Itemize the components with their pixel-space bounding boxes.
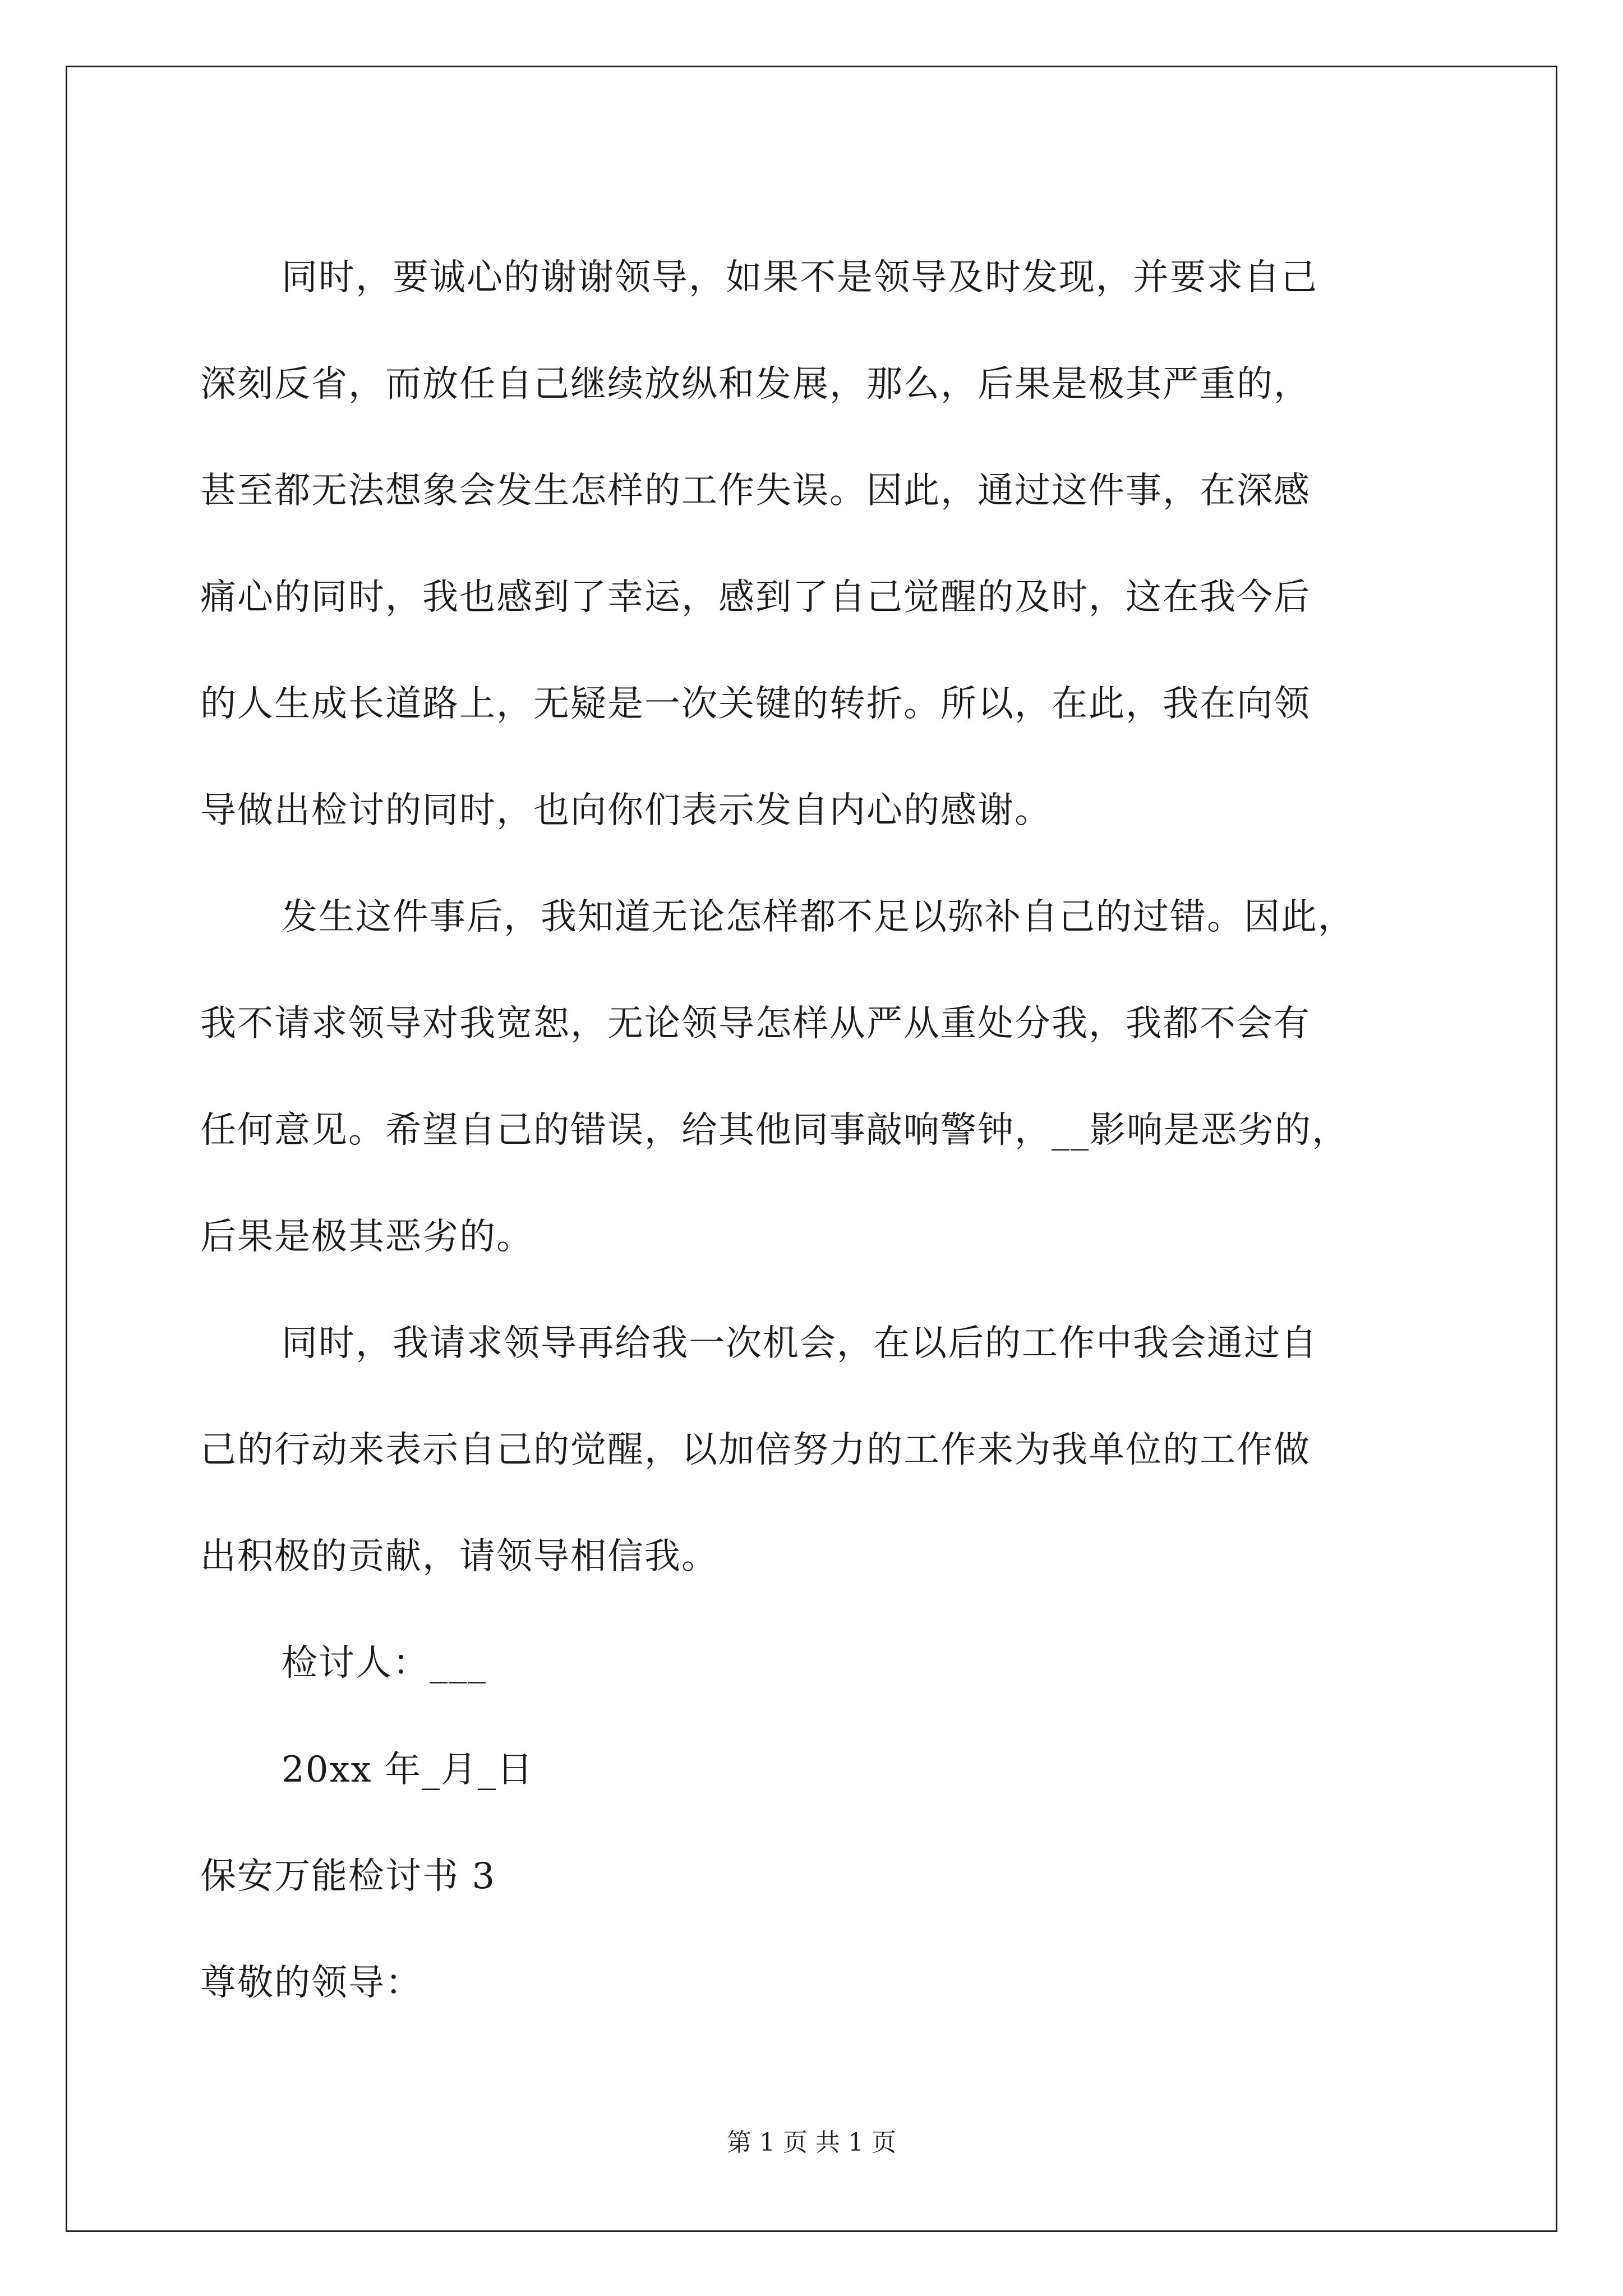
paragraph-line: 同时，要诚心的谢谢领导，如果不是领导及时发现，并要求自己 <box>282 257 1318 298</box>
paragraph-line: 的人生成长道路上，无疑是一次关键的转折。所以，在此，我在向领 <box>200 683 1311 725</box>
date-line: 20xx 年_月_日 <box>282 1749 534 1791</box>
paragraph-line: 甚至都无法想象会发生怎样的工作失误。因此，通过这件事，在深感 <box>200 470 1311 512</box>
paragraph-line: 任何意见。希望自己的错误，给其他同事敲响警钟，__影响是恶劣的， <box>200 1110 1349 1151</box>
paragraph-line: 我不请求领导对我宽恕，无论领导怎样从严从重处分我，我都不会有 <box>200 1003 1311 1045</box>
paragraph-line: 导做出检讨的同时，也向你们表示发自内心的感谢。 <box>200 790 1052 831</box>
paragraph-line: 出积极的贡献，请领导相信我。 <box>200 1536 718 1577</box>
page-footer: 第 1 页 共 1 页 <box>727 2128 896 2157</box>
section-title: 保安万能检讨书 3 <box>200 1856 496 1897</box>
paragraph-line: 己的行动来表示自己的觉醒，以加倍努力的工作来为我单位的工作做 <box>200 1429 1311 1471</box>
paragraph-line: 同时，我请求领导再给我一次机会，在以后的工作中我会通过自 <box>282 1323 1318 1364</box>
salutation: 尊敬的领导： <box>200 1962 422 2004</box>
paragraph-line: 后果是极其恶劣的。 <box>200 1216 533 1258</box>
signature-line: 检讨人：___ <box>282 1642 487 1684</box>
document-body <box>200 224 1434 2036</box>
paragraph-line: 发生这件事后，我知道无论怎样都不足以弥补自己的过错。因此， <box>282 896 1355 938</box>
paragraph-line: 痛心的同时，我也感到了幸运，感到了自己觉醒的及时，这在我今后 <box>200 577 1311 618</box>
paragraph-line: 深刻反省，而放任自己继续放纵和发展，那么，后果是极其严重的， <box>200 364 1311 405</box>
